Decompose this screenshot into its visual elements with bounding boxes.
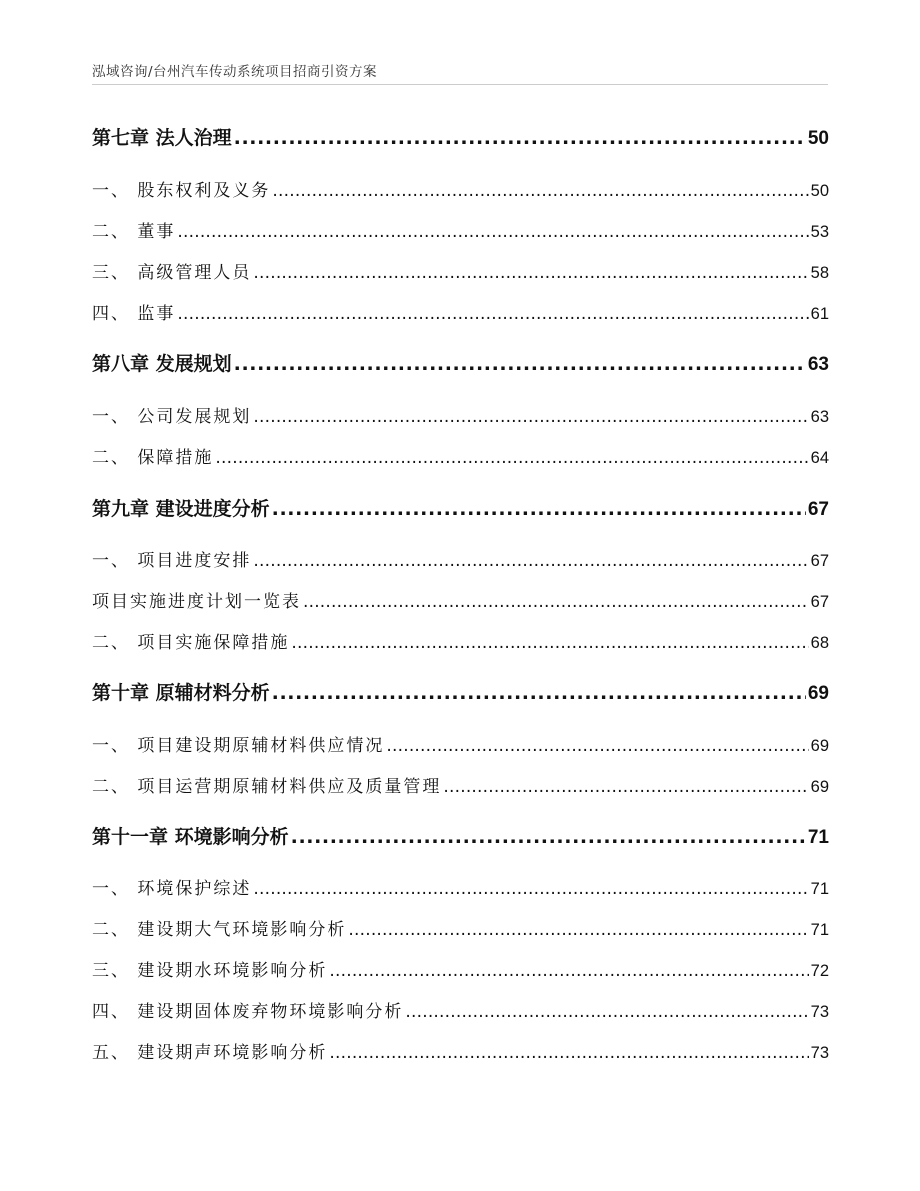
toc-entry-label: 第七章 法人治理	[92, 127, 232, 149]
toc-page-number: 69	[807, 683, 829, 704]
leader-dots	[329, 961, 808, 981]
toc-page-number: 68	[810, 634, 829, 652]
toc-page-number: 69	[810, 778, 829, 796]
toc-entry-label: 四、 建设期固体废弃物环境影响分析	[92, 1002, 404, 1022]
toc-chapter-9[interactable]	[92, 494, 829, 521]
toc-page-number: 61	[810, 305, 829, 323]
toc-page-number: 63	[810, 408, 829, 426]
toc-entry-label: 二、 保障措施	[92, 448, 214, 468]
toc-page-number: 63	[807, 354, 829, 375]
toc-entry-label: 二、 董事	[92, 222, 176, 242]
toc-entry-label: 一、 公司发展规划	[92, 407, 252, 427]
toc-page-number: 58	[810, 264, 829, 282]
toc-entry-label: 三、 建设期水环境影响分析	[92, 961, 328, 981]
toc-section[interactable]	[92, 587, 829, 612]
leader-dots	[234, 353, 806, 375]
toc-entry-label: 一、 股东权利及义务	[92, 181, 271, 201]
toc-entry-label: 二、 建设期大气环境影响分析	[92, 920, 347, 940]
toc-entry-label: 五、 建设期声环境影响分析	[92, 1043, 328, 1063]
header-rule	[92, 84, 828, 85]
toc-entry-label: 第八章 发展规划	[92, 353, 232, 375]
leader-dots	[215, 448, 808, 468]
leader-dots	[272, 181, 808, 201]
toc-section[interactable]	[92, 956, 829, 981]
toc-section[interactable]	[92, 731, 829, 756]
toc-chapter-10[interactable]	[92, 678, 829, 705]
toc-entry-label: 第九章 建设进度分析	[92, 498, 270, 520]
toc-entry-label: 第十一章 环境影响分析	[92, 826, 289, 848]
toc-entry-label: 一、 项目进度安排	[92, 551, 252, 571]
toc-entry-label: 一、 项目建设期原辅材料供应情况	[92, 736, 385, 756]
toc-entry-label: 二、 项目运营期原辅材料供应及质量管理	[92, 777, 442, 797]
toc-page-number: 67	[810, 593, 829, 611]
toc-section[interactable]	[92, 546, 829, 571]
running-header: 泓域咨询/台州汽车传动系统项目招商引资方案	[92, 64, 378, 80]
toc-section[interactable]	[92, 1038, 829, 1063]
toc-page-number: 71	[810, 880, 829, 898]
toc-page-number: 50	[810, 182, 829, 200]
toc-page-number: 67	[810, 552, 829, 570]
leader-dots	[272, 682, 806, 704]
toc-section[interactable]	[92, 402, 829, 427]
toc-section[interactable]	[92, 874, 829, 899]
toc-entry-label: 项目实施进度计划一览表	[92, 592, 301, 612]
leader-dots	[329, 1043, 808, 1063]
toc-section[interactable]	[92, 915, 829, 940]
leader-dots	[348, 920, 808, 940]
leader-dots	[291, 826, 806, 848]
leader-dots	[272, 498, 806, 520]
leader-dots	[303, 592, 809, 612]
toc-page-number: 53	[810, 223, 829, 241]
leader-dots	[386, 736, 808, 756]
leader-dots	[443, 777, 808, 797]
toc-section[interactable]	[92, 997, 829, 1022]
toc-chapter-7[interactable]	[92, 123, 829, 150]
toc-section[interactable]	[92, 217, 829, 242]
toc-page-number: 64	[810, 449, 829, 467]
leader-dots	[405, 1002, 808, 1022]
toc-page-number: 73	[810, 1003, 829, 1021]
toc-section[interactable]	[92, 176, 829, 201]
leader-dots	[253, 263, 808, 283]
toc-section[interactable]	[92, 772, 829, 797]
toc-page-number: 71	[807, 827, 829, 848]
leader-dots	[253, 551, 808, 571]
toc-page-number: 71	[810, 921, 829, 939]
toc-page-number: 50	[807, 128, 829, 149]
toc-entry-label: 四、 监事	[92, 304, 176, 324]
toc-section[interactable]	[92, 258, 829, 283]
toc-entry-label: 第十章 原辅材料分析	[92, 682, 270, 704]
toc-page-number: 73	[810, 1044, 829, 1062]
toc-section[interactable]	[92, 628, 829, 653]
leader-dots	[291, 633, 808, 653]
leader-dots	[177, 304, 808, 324]
leader-dots	[177, 222, 808, 242]
toc-entry-label: 一、 环境保护综述	[92, 879, 252, 899]
leader-dots	[253, 879, 808, 899]
toc-page-number: 72	[810, 962, 829, 980]
leader-dots	[253, 407, 808, 427]
toc-entry-label: 三、 高级管理人员	[92, 263, 252, 283]
toc-section[interactable]	[92, 299, 829, 324]
leader-dots	[234, 127, 806, 149]
toc-page-number: 69	[810, 737, 829, 755]
toc-entry-label: 二、 项目实施保障措施	[92, 633, 290, 653]
toc-chapter-8[interactable]	[92, 349, 829, 376]
toc-chapter-11[interactable]	[92, 822, 829, 849]
toc-section[interactable]	[92, 443, 829, 468]
toc-page-number: 67	[807, 499, 829, 520]
